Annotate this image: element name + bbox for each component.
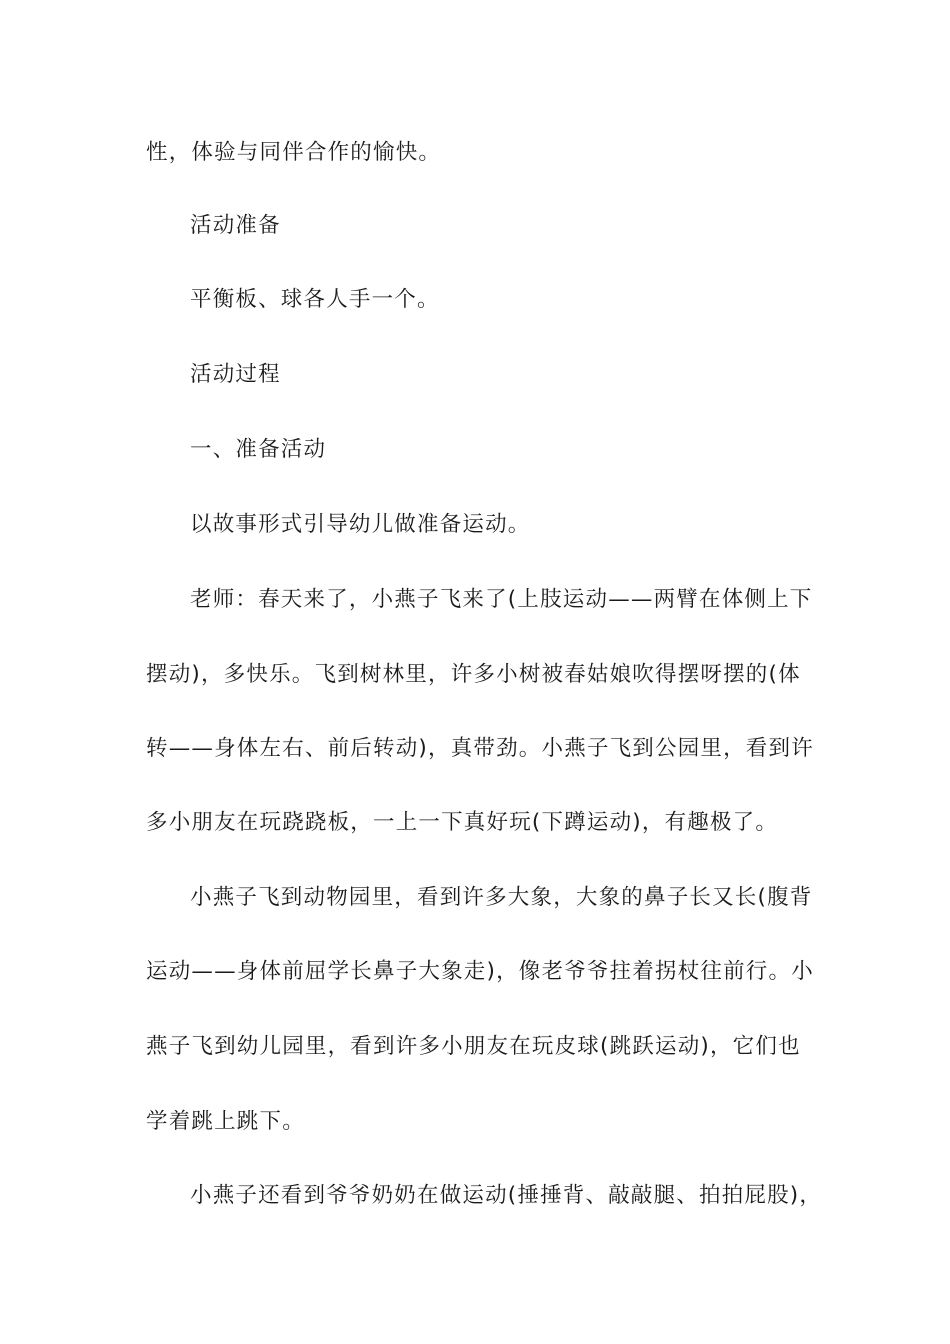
paragraph-line: 多小朋友在玩跷跷板，一上一下真好玩(下蹲运动)，有趣极了。 [146,810,779,835]
text-line: 以故事形式引导幼儿做准备运动。 [190,512,531,537]
text-line: 性，体验与同伴合作的愉快。 [146,140,442,165]
section-heading: 活动过程 [190,362,281,387]
subsection-heading: 一、准备活动 [190,437,327,462]
paragraph-line: 小燕子飞到动物园里，看到许多大象，大象的鼻子长又长(腹背 [190,885,813,910]
paragraph-line: 老师：春天来了，小燕子飞来了(上肢运动——两臂在体侧上下 [190,587,813,612]
paragraph-line: 燕子飞到幼儿园里，看到许多小朋友在玩皮球(跳跃运动)，它们也 [146,1034,801,1059]
paragraph-line: 运动——身体前屈学长鼻子大象走)，像老爷爷拄着拐杖往前行。小 [146,959,814,984]
section-heading: 活动准备 [190,213,281,238]
paragraph-line: 学着跳上跳下。 [146,1109,305,1134]
text-line: 平衡板、球各人手一个。 [190,287,440,312]
paragraph-line: 摆动)，多快乐。飞到树林里，许多小树被春姑娘吹得摆呀摆的(体 [146,662,801,687]
paragraph-line: 转——身体左右、前后转动)，真带劲。小燕子飞到公园里，看到许 [146,736,814,761]
paragraph-line: 小燕子还看到爷爷奶奶在做运动(捶捶背、敲敲腿、拍拍屁股)， [190,1183,823,1208]
